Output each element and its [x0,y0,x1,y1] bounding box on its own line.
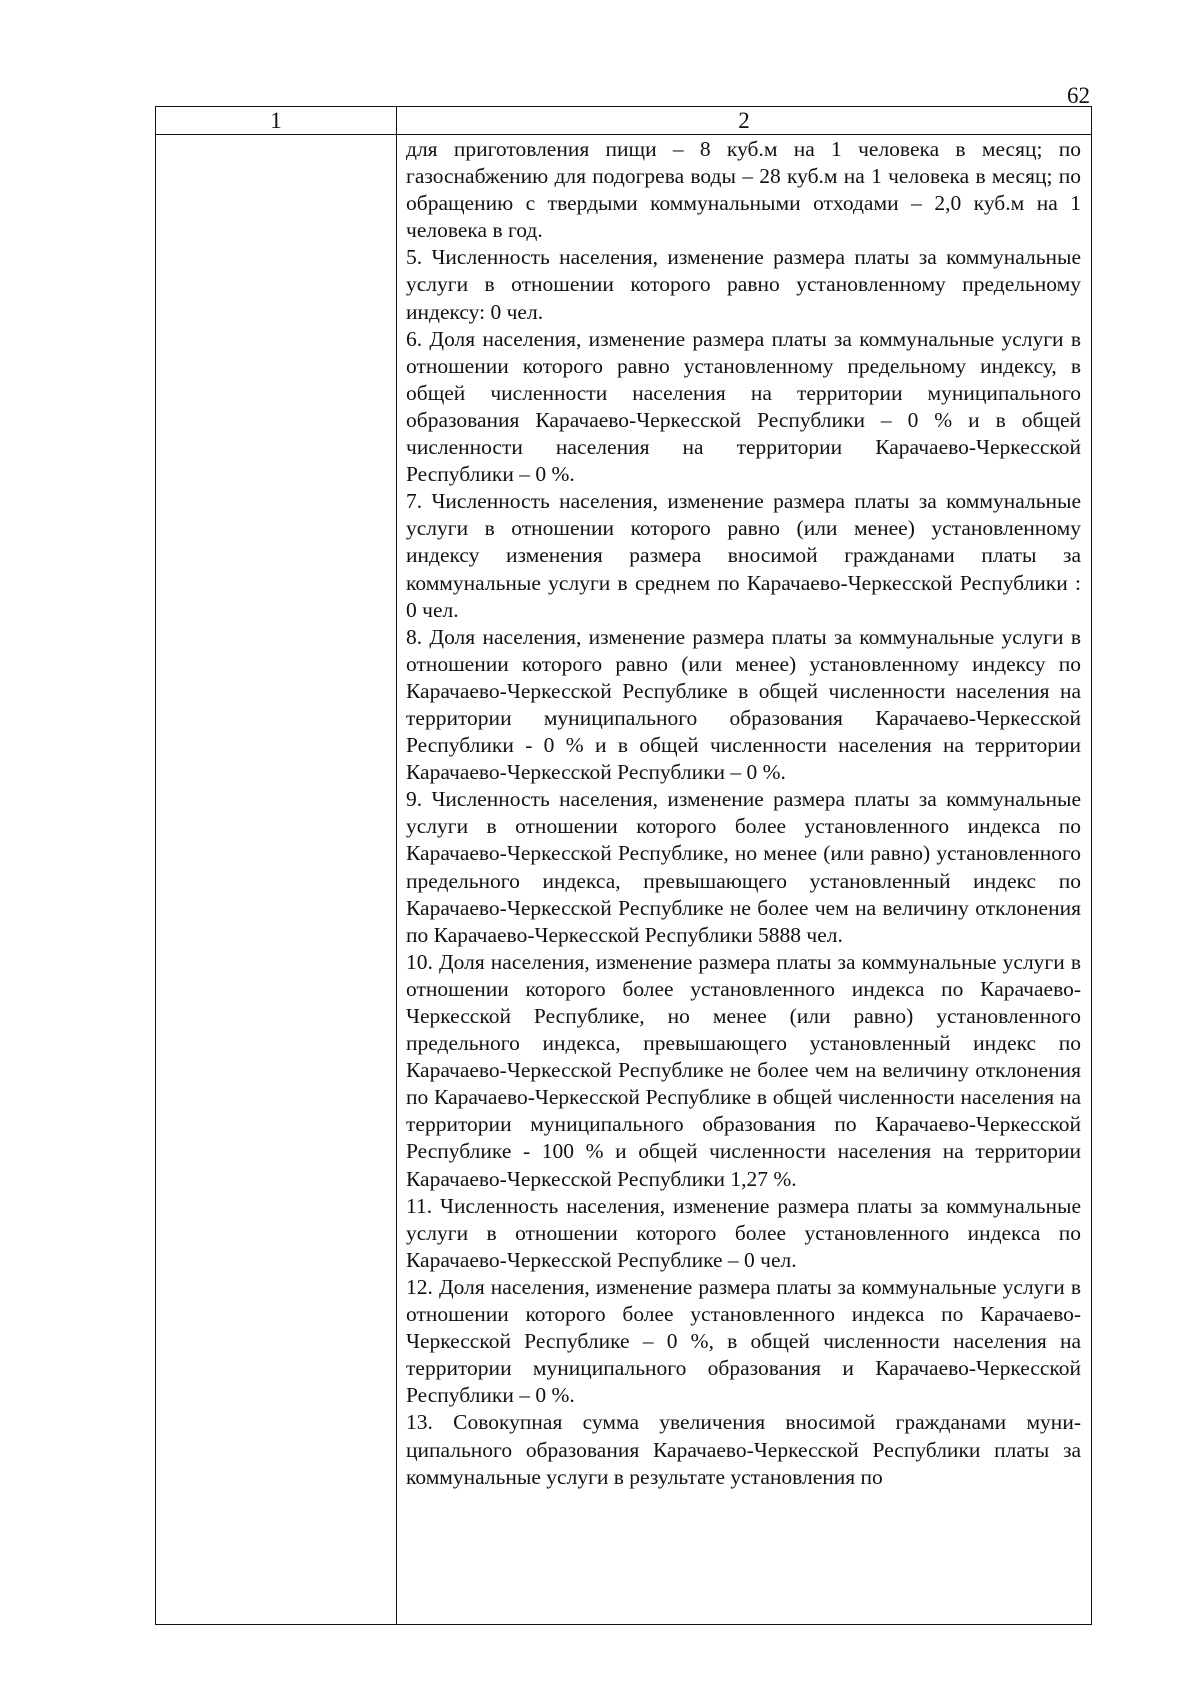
paragraph-item-9: 9. Численность населения, изменение размера платы за коммунальные услуги в отношении которого более установленного индекса по Карачаево-Черкесской Республике, но менее (или равно) установленного предельного индекса, превышающего установленный индекс по Карачаево-Черкесской Республике не более чем на величину отклонения по Карачаево-Черкесской Республики 5888 чел. [406,787,1081,947]
page-number: 62 [1067,83,1090,108]
paragraph-item-8: 8. Доля населения, изменение размера платы за коммунальные услуги в отношении которого равно (или менее) установленному индексу по Карачаево-Черкесской Республике в общей численности населения на территории муниципального образования Карачаево-Черкесской Республики - 0 % и в общей численности населения на территории Карачаево-Черкесской Республики – 0 %. [406,624,1081,785]
document-table [155,106,1092,1625]
paragraph-item-7: 7. Численность населения, изменение размера платы за коммунальные услуги в отношении которого равно (или менее) установленному индексу изменения размера вносимой гражданами платы за коммунальные услуги в среднем по Карачаево-Черкесской Республики : 0 чел. [406,489,1081,622]
paragraph-item-12: 12. Доля населения, изменение размера платы за коммунальные услуги в отношении которого более установленного индекса по Карачаево-Черкесской Республике – 0 %, в общей численности населения на территории муниципального образования и Карачаево-Черкесской Республики – 0 %. [406,1274,1081,1408]
paragraph-item-6: 6. Доля населения, изменение размера платы за коммунальные услуги в отношении которого равно установленному предельному индексу, в общей численности населения на территории муниципального образования Карачаево-Черкесской Республики – 0 % и в общей численности населения на территории Карачаево-Черкесской Республики – 0 %. [406,326,1081,487]
paragraph-item-10: 10. Доля населения, изменение размера платы за коммунальные услуги в отношении которого более установленного индекса по Карачаево-Черкесской Республике, но менее (или равно) установленного предельного индекса, превышающего установленный индекс по Карачаево-Черкесской Республике не более чем на величину отклонения по Карачаево-Черкесской Республике в общей численности населения на территории муниципального образования по Карачаево-Черкесской Республике - 100 % и общей численности населения на территории Карачаево-Черкесской Республики 1,27 %. [406,949,1081,1191]
header-cell-col-1: 1 [270,108,282,133]
column-divider [396,107,397,1624]
header-cell-col-2: 2 [738,108,750,133]
paragraph-item-11: 11. Численность населения, изменение размера платы за коммунальные услуги в отношении которого более установленного индекса по Карачаево-Черкесской Республике – 0 чел. [406,1193,1081,1272]
table-header-row [156,107,1091,135]
paragraph-item-13: 13. Совокупная сумма увеличения вносимой гражданами муниципального образования Карачаево-Черкесской Республики платы за коммунальные услуги в результате установления по [406,1410,1081,1489]
table-cell-col-1 [156,135,396,1624]
paragraph-continuation: для приготовления пищи – 8 куб.м на 1 человека в месяц; по газоснабжению для подогрева воды – 28 куб.м на 1 человека в месяц; по обращению с твердыми коммунальными отходами – 2,0 куб.м на 1 человека в год. [406,137,1081,243]
table-cell-col-2 [406,136,1081,1624]
paragraph-item-5: 5. Численность населения, изменение размера платы за коммунальные услуги в отношении которого равно установленному предельному индексу: 0 чел. [406,245,1081,324]
